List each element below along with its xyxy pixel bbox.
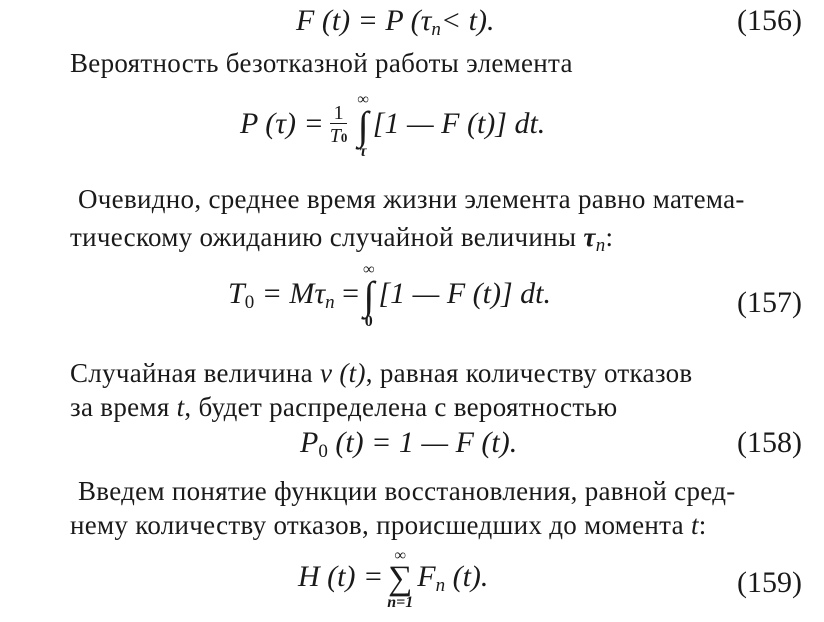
paragraph-random-variable-text-c: за время <box>70 392 170 422</box>
paragraph-mean-life-text: тическому ожиданию случайной величины <box>70 222 577 252</box>
equation-number-159: (159) <box>737 566 802 599</box>
equation-159 <box>298 548 488 611</box>
integral-lower-limit: τ <box>359 143 367 160</box>
fraction-denominator <box>330 123 348 146</box>
fraction-numerator: 1 <box>333 101 344 124</box>
sum-upper-limit: ∞ <box>394 547 406 564</box>
paragraph-random-variable-text-d: , будет распределена с вероятностью <box>184 392 618 422</box>
integral-157-lower-limit: 0 <box>364 313 373 330</box>
equation-159-lhs: H (t) = <box>298 560 384 594</box>
equation-p-tau-lhs: P (τ) = <box>240 106 324 140</box>
equation-158-rhs: (t) = 1 — F (t). <box>335 426 518 459</box>
integral-157-symbol: ∫ <box>363 273 375 318</box>
paragraph-renewal-line-1: Введем понятие функции восстановления, равной сред- <box>78 476 736 506</box>
paragraph-mean-life-colon: : <box>605 222 614 252</box>
equation-157-t-sub: 0 <box>244 291 255 313</box>
paragraph-reliability: Вероятность безотказной работы элемента <box>70 48 573 78</box>
fraction-denominator-sub: 0 <box>340 129 348 145</box>
nu-symbol: ν (t) <box>320 358 366 388</box>
paragraph-renewal-text: нему количеству отказов, происшедших до момента <box>70 510 684 540</box>
equation-157-mid: = Mτ <box>261 276 326 310</box>
integral-symbol: ∫ <box>357 103 369 148</box>
equation-157-equals: = <box>342 276 360 310</box>
equation-p-tau-integrand: [1 — F (t)] dt. <box>372 106 546 140</box>
equation-158 <box>300 428 517 461</box>
sum-sign <box>387 548 413 611</box>
equation-156-sub: n <box>431 19 441 40</box>
integral-sign <box>357 92 368 160</box>
equation-number-156: (156) <box>737 4 802 37</box>
equation-158-p-sub: 0 <box>318 441 328 462</box>
equation-156-lhs: F (t) = P (τ <box>296 4 432 37</box>
equation-156-rhs: < t). <box>440 4 495 37</box>
tau-symbol: τ <box>583 222 596 252</box>
paragraph-random-variable-text-a: Случайная величина <box>70 358 313 388</box>
integral-upper-limit: ∞ <box>357 91 369 108</box>
equation-p-tau <box>240 92 545 160</box>
equation-159-f: F <box>417 560 436 594</box>
equation-157 <box>228 262 551 330</box>
tau-subscript: n <box>595 235 606 256</box>
integral-sign-157 <box>363 262 374 330</box>
equation-number-157: (157) <box>737 286 802 319</box>
equation-156 <box>296 6 494 39</box>
integral-157-upper-limit: ∞ <box>363 261 375 278</box>
equation-157-mid-sub: n <box>325 291 335 313</box>
sum-lower-limit: n=1 <box>387 593 414 611</box>
paragraph-renewal-line-2 <box>70 512 707 539</box>
paragraph-mean-life-line-2 <box>70 224 613 255</box>
equation-number-158: (158) <box>737 426 802 459</box>
t-symbol: t <box>176 392 185 422</box>
fraction-denominator-t: T <box>329 124 341 147</box>
paragraph-random-variable-text-b: , равная количеству отказов <box>365 358 693 388</box>
paragraph-mean-life-line-1: Очевидно, среднее время жизни элемента равно матема- <box>78 184 745 214</box>
t-moment-symbol: t <box>690 510 699 540</box>
fraction-one-over-t0 <box>330 103 348 146</box>
paragraph-renewal-colon: : <box>698 510 707 540</box>
equation-158-p: P <box>300 426 319 459</box>
paragraph-random-variable-line-1 <box>70 360 692 387</box>
equation-157-t: T <box>228 276 245 310</box>
equation-159-f-sub: n <box>435 575 446 597</box>
sum-symbol: ∑ <box>388 560 413 597</box>
equation-159-tail: (t). <box>452 560 489 594</box>
paragraph-random-variable-line-2 <box>70 394 618 421</box>
equation-157-integrand: [1 — F (t)] dt. <box>378 276 551 310</box>
